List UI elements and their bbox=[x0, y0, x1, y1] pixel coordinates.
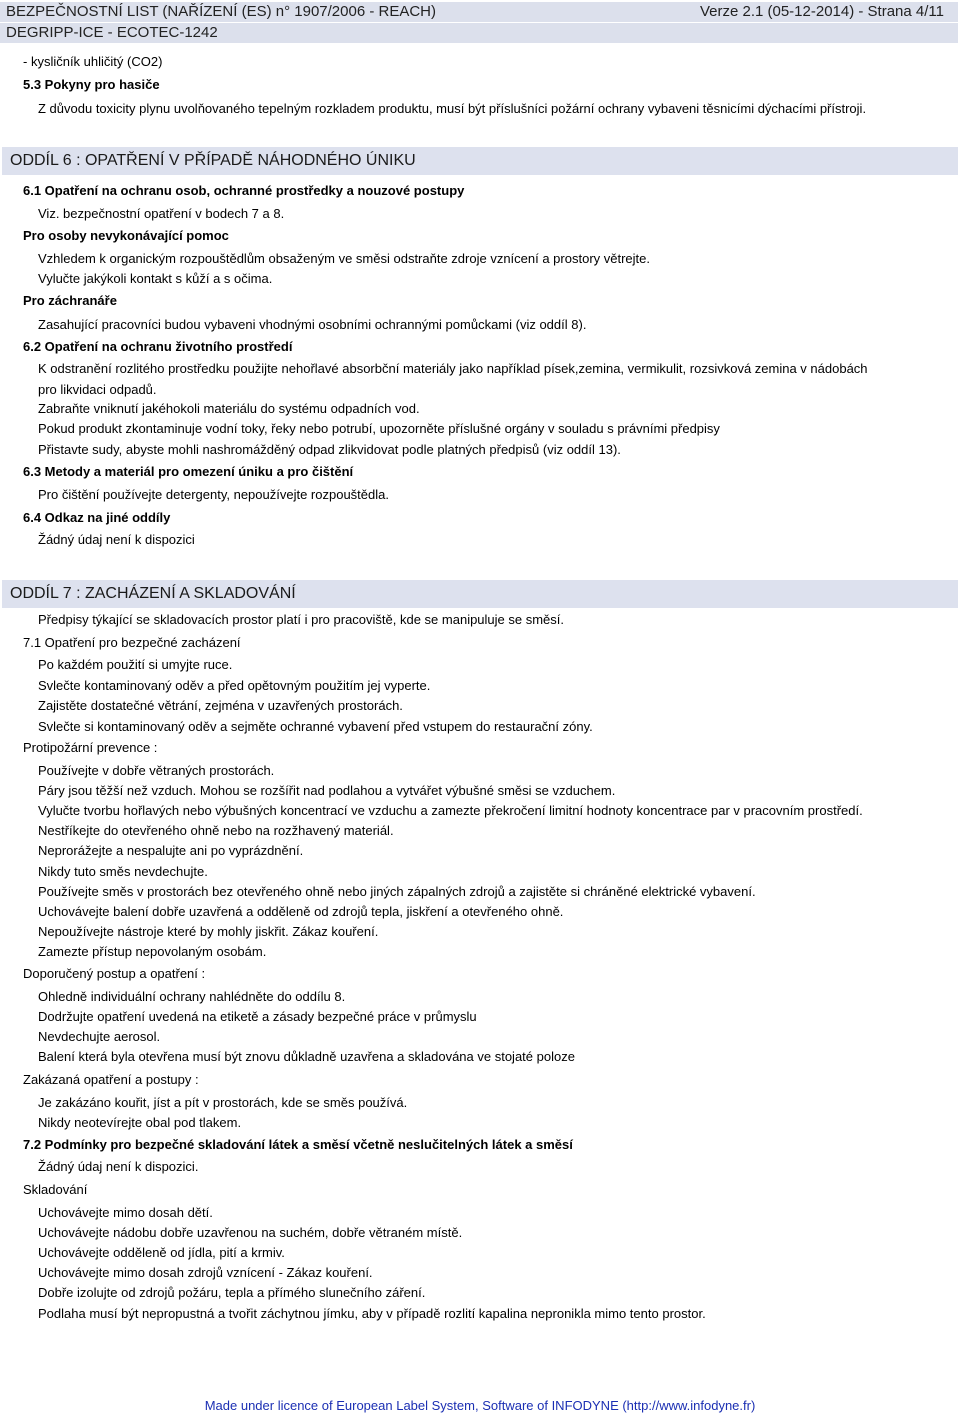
recommended-4: Balení která byla otevřena musí být znovu důkladně uzavřena a skladována ve stojaté poloze bbox=[38, 1049, 575, 1064]
subsection-6-3-heading: 6.3 Metody a materiál pro omezení úniku a pro čištění bbox=[23, 464, 354, 479]
storage-4: Uchovávejte mimo dosah zdrojů vznícení - Zákaz kouření. bbox=[38, 1265, 373, 1280]
forbidden-1: Je zakázáno kouřit, jíst a pít v prostorách, kde se směs používá. bbox=[38, 1095, 408, 1110]
firefighter-advice: Z důvodu toxicity plynu uvolňovaného tepelným rozkladem produktu, musí být příslušníci požární ochrany vybaveni těsnicími dýchacími přístroji. bbox=[38, 101, 867, 116]
section-7-intro: Předpisy týkající se skladovacích prostor platí i pro pracoviště, kde se manipuluje se směsí. bbox=[38, 612, 565, 627]
env-line-1: K odstranění rozlitého prostředku použijte nehořlavé absorbční materiály jako například písek,zemina, vermikulit, rozsivková zemina v nádobách bbox=[38, 361, 868, 376]
section-6-bar bbox=[2, 147, 958, 175]
subsection-5-3-heading: 5.3 Pokyny pro hasiče bbox=[23, 77, 160, 92]
emergency-line-1: Zasahující pracovníci budou vybaveni vhodnými osobními ochrannými pomůckami (viz oddíl 8). bbox=[38, 317, 587, 332]
storage-3: Uchovávejte odděleně od jídla, pití a krmiv. bbox=[38, 1245, 285, 1260]
fire-prevention-3: Vylučte tvorbu hořlavých nebo výbušných koncentrací ve vzduchu a zamezte překročení limitní hodnoty koncentrace par v pracovním prostředí. bbox=[38, 803, 863, 818]
non-emergency-heading: Pro osoby nevykonávající pomoc bbox=[23, 228, 229, 243]
storage-5: Dobře izolujte od zdrojů požáru, tepla a přímého slunečního záření. bbox=[38, 1285, 426, 1300]
env-line-5: Přistavte sudy, abyste mohli nashromážděný odpad zlikvidovat podle platných předpisů (viz oddíl 13). bbox=[38, 442, 621, 457]
section-7-title: ODDÍL 7 : ZACHÁZENÍ A SKLADOVÁNÍ bbox=[10, 585, 296, 602]
forbidden-2: Nikdy neotevírejte obal pod tlakem. bbox=[38, 1115, 242, 1130]
extinguishing-co2: - kysličník uhličitý (CO2) bbox=[23, 54, 163, 69]
text-7-2: Žádný údaj není k dispozici. bbox=[38, 1159, 199, 1174]
footer-licence bbox=[0, 1398, 960, 1413]
safe-handling-2: Svlečte kontaminovaný oděv a před opětovným použitím jej vyperte. bbox=[38, 678, 431, 693]
fire-prevention-heading: Protipožární prevence : bbox=[23, 740, 158, 755]
storage-heading: Skladování bbox=[23, 1182, 88, 1197]
subsection-6-1-heading: 6.1 Opatření na ochranu osob, ochranné prostředky a nouzové postupy bbox=[23, 183, 465, 198]
product-name: DEGRIPP-ICE - ECOTEC-1242 bbox=[6, 24, 218, 41]
subsection-7-2-heading: 7.2 Podmínky pro bezpečné skladování látek a směsí včetně neslučitelných látek a směsí bbox=[23, 1137, 573, 1152]
safe-handling-4: Svlečte si kontaminovaný oděv a sejměte ochranné vybavení před vstupem do restaurační zóny. bbox=[38, 719, 593, 734]
env-line-2: pro likvidaci odpadů. bbox=[38, 382, 157, 397]
fire-prevention-10: Zamezte přístup nepovolaným osobám. bbox=[38, 944, 267, 959]
storage-6: Podlaha musí být nepropustná a tvořit záchytnou jímku, aby v případě rozlití kapalina nepronikla mimo tento prostor. bbox=[38, 1306, 706, 1321]
header-row-product bbox=[0, 23, 958, 43]
recommended-heading: Doporučený postup a opatření : bbox=[23, 966, 206, 981]
safe-handling-1: Po každém použití si umyjte ruce. bbox=[38, 657, 233, 672]
storage-2: Uchovávejte nádobu dobře uzavřenou na suchém, dobře větraném místě. bbox=[38, 1225, 463, 1240]
header-row-title bbox=[0, 2, 958, 22]
fire-prevention-7: Používejte směs v prostorách bez otevřeného ohně nebo jiných zápalných zdrojů a zajistěte si chráněné elektrické vybavení. bbox=[38, 884, 756, 899]
fire-prevention-4: Nestříkejte do otevřeného ohně nebo na rozžhavený materiál. bbox=[38, 823, 394, 838]
fire-prevention-5: Neprorážejte a nespalujte ani po vyprázdnění. bbox=[38, 843, 304, 858]
version-page-info: Verze 2.1 (05-12-2014) - Strana 4/11 bbox=[699, 3, 944, 20]
fire-prevention-6: Nikdy tuto směs nevdechujte. bbox=[38, 864, 208, 879]
safe-handling-3: Zajistěte dostatečné větrání, zejména v uzavřených prostorách. bbox=[38, 698, 403, 713]
document-title: BEZPEČNOSTNÍ LIST (NAŘÍZENÍ (ES) n° 1907/2006 - REACH) bbox=[6, 3, 437, 20]
recommended-3: Nevdechujte aerosol. bbox=[38, 1029, 161, 1044]
fire-prevention-8: Uchovávejte balení dobře uzavřená a odděleně od zdrojů tepla, jiskření a otevřeného ohně. bbox=[38, 904, 564, 919]
env-line-3: Zabraňte vniknutí jakéhokoli materiálu do systému odpadních vod. bbox=[38, 401, 420, 416]
document-header bbox=[0, 0, 960, 44]
text-6-1: Viz. bezpečnostní opatření v bodech 7 a 8. bbox=[38, 206, 285, 221]
section-6-title: ODDÍL 6 : OPATŘENÍ V PŘÍPADĚ NÁHODNÉHO ÚNIKU bbox=[10, 152, 416, 169]
subsection-6-4-heading: 6.4 Odkaz na jiné oddíly bbox=[23, 510, 171, 525]
fire-prevention-2: Páry jsou těžší než vzduch. Mohou se rozšířit nad podlahou a vytvářet výbušné směsi se vzduchem. bbox=[38, 783, 616, 798]
recommended-1: Ohledně individuální ochrany nahlédněte do oddílu 8. bbox=[38, 989, 346, 1004]
section-7-bar bbox=[2, 580, 958, 608]
non-emergency-line-1: Vzhledem k organickým rozpouštědlům obsaženým ve směsi odstraňte zdroje vznícení a prostory větrejte. bbox=[38, 251, 650, 266]
non-emergency-line-2: Vylučte jakýkoli kontakt s kůží a s očima. bbox=[38, 271, 273, 286]
text-6-4: Žádný údaj není k dispozici bbox=[38, 532, 195, 547]
fire-prevention-1: Používejte v dobře větraných prostorách. bbox=[38, 763, 275, 778]
subsection-6-2-heading: 6.2 Opatření na ochranu životního prostředí bbox=[23, 339, 293, 354]
fire-prevention-9: Nepoužívejte nástroje které by mohly jiskřit. Zákaz kouření. bbox=[38, 924, 379, 939]
text-6-3: Pro čištění používejte detergenty, nepoužívejte rozpouštědla. bbox=[38, 487, 389, 502]
recommended-2: Dodržujte opatření uvedená na etiketě a zásady bezpečné práce v průmyslu bbox=[38, 1009, 477, 1024]
footer-text: Made under licence of European Label System, Software of INFODYNE (http://www.infodyne.fr) bbox=[204, 1398, 756, 1413]
storage-1: Uchovávejte mimo dosah dětí. bbox=[38, 1205, 213, 1220]
emergency-heading: Pro záchranáře bbox=[23, 293, 117, 308]
subsection-7-1-heading: 7.1 Opatření pro bezpečné zacházení bbox=[23, 635, 241, 650]
env-line-4: Pokud produkt zkontaminuje vodní toky, řeky nebo potrubí, upozorněte příslušné orgány v souladu s právními předpisy bbox=[38, 421, 720, 436]
forbidden-heading: Zakázaná opatření a postupy : bbox=[23, 1072, 199, 1087]
